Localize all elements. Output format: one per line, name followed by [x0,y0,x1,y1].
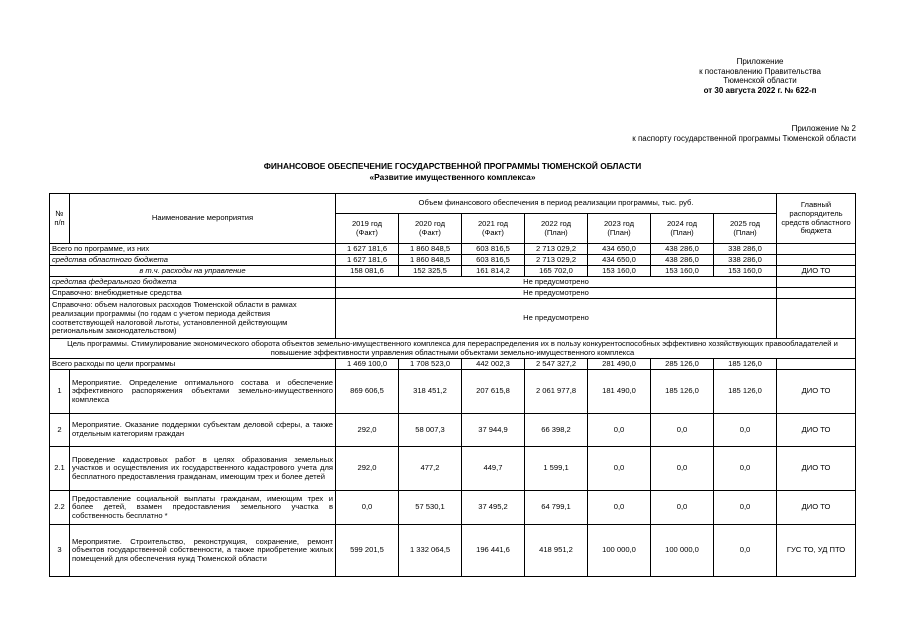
row-management [50,266,856,277]
cell: 153 160,0 [588,266,651,277]
cell: 2 061 977,8 [525,370,588,414]
cell: 181 490,0 [588,370,651,414]
annex-line-3: Тюменской области [723,76,797,85]
header-year: 2021 год (Факт) [462,214,525,244]
cell-manager: ГУС ТО, УД ПТО [777,525,856,577]
cell: 1 627 181,6 [336,255,399,266]
cell: 434 650,0 [588,244,651,255]
row-regional [50,255,856,266]
cell: 37 495,2 [462,491,525,525]
cell: 449,7 [462,447,525,491]
header-manager: Главный распорядитель средств областного бюджета [777,194,856,244]
row-goal-total [50,359,856,370]
cell: 418 951,2 [525,525,588,577]
cell-num: 3 [50,525,70,577]
cell-num: 1 [50,370,70,414]
cell: 0,0 [714,414,777,447]
cell: 1 627 181,6 [336,244,399,255]
cell: 185 126,0 [651,370,714,414]
cell: 0,0 [588,491,651,525]
cell: 0,0 [651,447,714,491]
row-federal-note: Не предусмотрено [336,277,777,288]
cell-manager: ДИО ТО [777,370,856,414]
cell: 100 000,0 [651,525,714,577]
annex-block [699,57,821,95]
table-row [50,491,856,525]
row-goal-text: Цель программы. Стимулирование экономического оборота объектов земельно-имущественного комплекса для перераспределения их в пользу конкурентоспособных эффективно хозяйствующих правообладателей и повышение эффективности управления областными объектами земельно-имущественного комплекса [50,339,856,359]
cell: 318 451,2 [399,370,462,414]
cell: 1 469 100,0 [336,359,399,370]
cell [777,277,856,288]
cell: 2 713 029,2 [525,244,588,255]
document-title [0,161,905,183]
cell: 2 713 029,2 [525,255,588,266]
cell-manager: ДИО ТО [777,447,856,491]
cell: 285 126,0 [651,359,714,370]
cell: 152 325,5 [399,266,462,277]
cell: 1 860 848,5 [399,255,462,266]
cell: 0,0 [714,447,777,491]
header-year: 2025 год (План) [714,214,777,244]
cell: 1 708 523,0 [399,359,462,370]
cell-manager: ДИО ТО [777,491,856,525]
cell: 434 650,0 [588,255,651,266]
cell: 1 599,1 [525,447,588,491]
row-federal [50,277,856,288]
header-year: 2019 год (Факт) [336,214,399,244]
row-tax-note: Не предусмотрено [336,299,777,339]
header-num: № п/п [50,194,70,244]
cell: 153 160,0 [714,266,777,277]
cell: 158 081,6 [336,266,399,277]
cell-manager: ДИО ТО [777,266,856,277]
cell-name: Предоставление социальной выплаты гражданам, имеющим трех и более детей, взамен предоставления земельного участка в собственность бесплатно * [70,491,336,525]
cell: 185 126,0 [714,359,777,370]
cell: 292,0 [336,414,399,447]
cell: 0,0 [588,414,651,447]
cell: 477,2 [399,447,462,491]
cell: 0,0 [714,525,777,577]
header-year: 2022 год (План) [525,214,588,244]
cell: 338 286,0 [714,255,777,266]
row-federal-name: средства федерального бюджета [50,277,336,288]
cell: 185 126,0 [714,370,777,414]
row-goal-total-name: Всего расходы по цели программы [50,359,336,370]
table-row [50,447,856,491]
row-tax [50,299,856,339]
cell [777,359,856,370]
cell: 338 286,0 [714,244,777,255]
row-extrabudget [50,288,856,299]
cell: 281 490,0 [588,359,651,370]
header-year: 2023 год (План) [588,214,651,244]
cell: 66 398,2 [525,414,588,447]
title-line-2: «Развитие имущественного комплекса» [369,172,536,182]
cell [777,299,856,339]
cell: 196 441,6 [462,525,525,577]
cell-manager: ДИО ТО [777,414,856,447]
header-volume: Объем финансового обеспечения в период реализации программы, тыс. руб. [336,194,777,214]
row-total-name: Всего по программе, из них [50,244,336,255]
cell: 869 606,5 [336,370,399,414]
financing-table [49,193,856,577]
header-year: 2024 год (План) [651,214,714,244]
header-name: Наименование мероприятия [70,194,336,244]
row-total [50,244,856,255]
annex2-block [632,124,856,143]
cell: 442 002,3 [462,359,525,370]
cell: 1 332 064,5 [399,525,462,577]
cell: 603 816,5 [462,255,525,266]
annex2-line-1: Приложение № 2 [791,124,856,133]
cell-name: Мероприятие. Оказание поддержки субъектам деловой сферы, а также отдельным категориям граждан [70,414,336,447]
cell-num: 2 [50,414,70,447]
cell [777,255,856,266]
annex-line-4: от 30 августа 2022 г. № 622-п [703,85,817,95]
cell: 57 530,1 [399,491,462,525]
cell: 0,0 [651,414,714,447]
cell: 64 799,1 [525,491,588,525]
cell: 58 007,3 [399,414,462,447]
cell: 207 615,8 [462,370,525,414]
header-row-1 [50,194,856,214]
cell: 438 286,0 [651,255,714,266]
cell: 153 160,0 [651,266,714,277]
cell: 292,0 [336,447,399,491]
table-row [50,370,856,414]
row-goal [50,339,856,359]
table-row [50,414,856,447]
cell: 1 860 848,5 [399,244,462,255]
annex2-line-2: к паспорту государственной программы Тюменской области [632,133,856,143]
annex-line-2: к постановлению Правительства [699,66,821,76]
cell [777,288,856,299]
header-year: 2020 год (Факт) [399,214,462,244]
annex-line-1: Приложение [736,57,784,66]
cell-name: Мероприятие. Строительство, реконструкция, сохранение, ремонт объектов государственной собственности, а также приобретение жилых помещений для обеспечения нужд Тюменской области [70,525,336,577]
cell: 161 814,2 [462,266,525,277]
cell-num: 2.2 [50,491,70,525]
cell [777,244,856,255]
cell: 100 000,0 [588,525,651,577]
cell: 603 816,5 [462,244,525,255]
cell: 438 286,0 [651,244,714,255]
row-regional-name: средства областного бюджета [50,255,336,266]
row-extrabudget-name: Справочно: внебюджетные средства [50,288,336,299]
cell: 0,0 [714,491,777,525]
cell: 0,0 [651,491,714,525]
title-line-1: ФИНАНСОВОЕ ОБЕСПЕЧЕНИЕ ГОСУДАРСТВЕННОЙ ПРОГРАММЫ ТЮМЕНСКОЙ ОБЛАСТИ [263,161,642,171]
row-management-name: в т.ч. расходы на управление [50,266,336,277]
row-extrabudget-note: Не предусмотрено [336,288,777,299]
cell: 37 944,9 [462,414,525,447]
cell: 0,0 [336,491,399,525]
cell-name: Проведение кадастровых работ в целях образования земельных участков и осуществления их государственного кадастрового учета для бесплатного предоставления гражданам, имеющим трех и более детей [70,447,336,491]
table-row [50,525,856,577]
cell-name: Мероприятие. Определение оптимального состава и обеспечение эффективного распоряжения объектами земельно-имущественного комплекса [70,370,336,414]
cell: 599 201,5 [336,525,399,577]
cell-num: 2.1 [50,447,70,491]
cell: 0,0 [588,447,651,491]
cell: 2 547 327,2 [525,359,588,370]
cell: 165 702,0 [525,266,588,277]
row-tax-name: Справочно: объем налоговых расходов Тюменской области в рамках реализации программы (по годам с учетом периода действия соответствующей налоговой льготы, установленной действующим региональным законодательством) [50,299,336,339]
